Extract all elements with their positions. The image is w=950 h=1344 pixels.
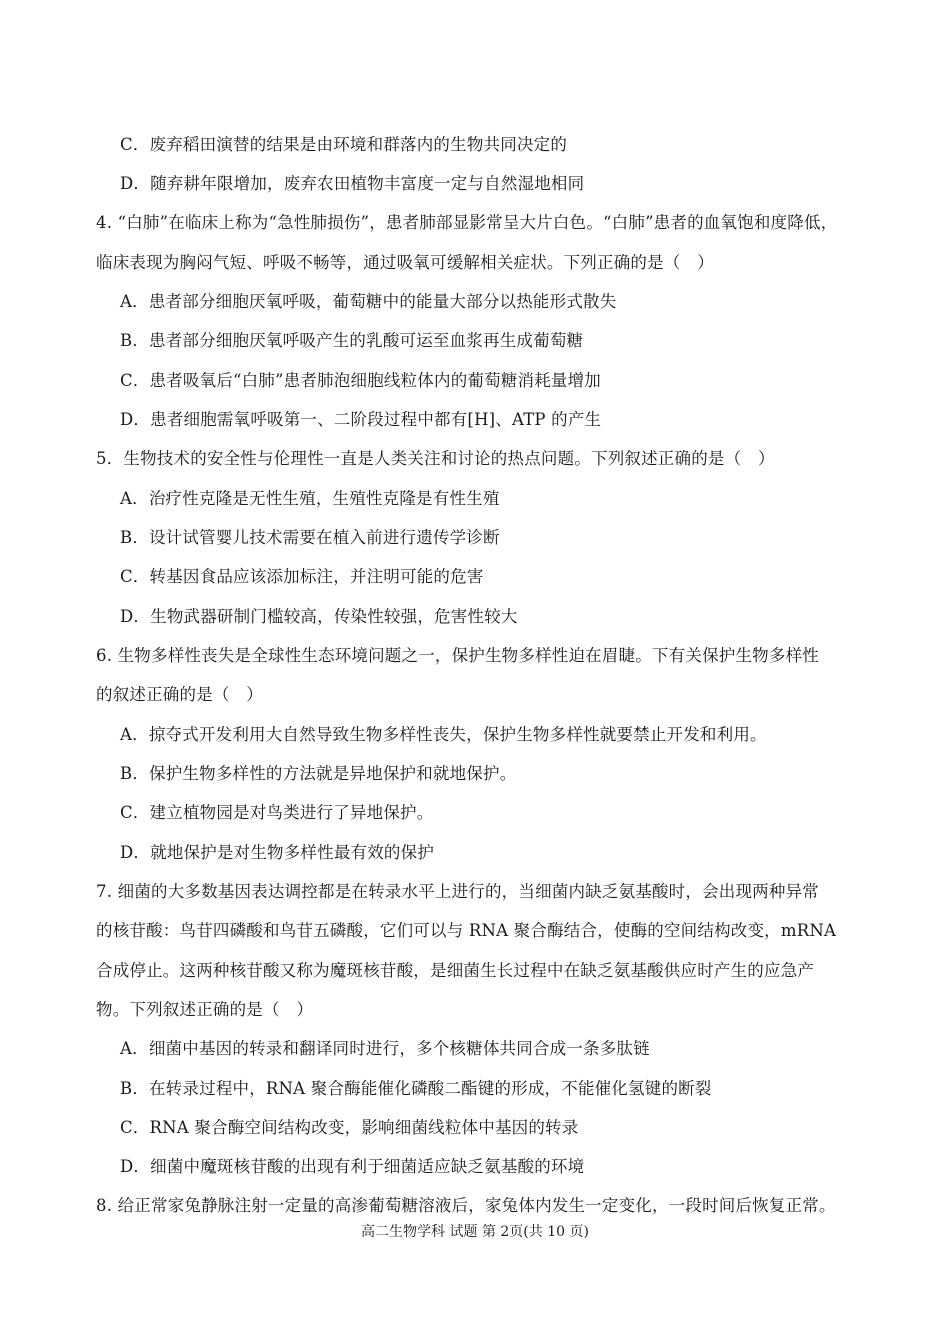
q7-option-d: D．细菌中魔斑核苷酸的出现有利于细菌适应缺乏氨基酸的环境 <box>120 1157 585 1176</box>
q4-option-a: A．患者部分细胞厌氧呼吸，葡萄糖中的能量大部分以热能形式散失 <box>120 292 617 311</box>
q5-option-b: B．设计试管婴儿技术需要在植入前进行遗传学诊断 <box>120 528 500 547</box>
q5-option-d: D．生物武器研制门槛较高，传染性较强，危害性较大 <box>120 607 518 626</box>
q8-stem-line-1: 8. 给正常家兔静脉注射一定量的高渗葡萄糖溶液后，家兔体内发生一定变化，一段时间后恢复正常。 <box>96 1196 836 1215</box>
q5-stem: 5．生物技术的安全性与伦理性一直是人类关注和讨论的热点问题。下列叙述正确的是（ ） <box>96 449 775 468</box>
q6-option-d: D．就地保护是对生物多样性最有效的保护 <box>120 843 435 862</box>
q7-stem-line-3: 合成停止。这两种核苷酸又称为魔斑核苷酸，是细菌生长过程中在缺乏氨基酸供应时产生的应急产 <box>96 961 815 980</box>
q4-option-b: B．患者部分细胞厌氧呼吸产生的乳酸可运至血浆再生成葡萄糖 <box>120 331 584 350</box>
q7-option-c: C．RNA 聚合酶空间结构改变，影响细菌线粒体中基因的转录 <box>120 1118 579 1137</box>
q7-stem-line-4: 物。下列叙述正确的是（ ） <box>96 1000 314 1019</box>
q4-stem-line-2: 临床表现为胸闷气短、呼吸不畅等，通过吸氧可缓解相关症状。下列正确的是（ ） <box>96 253 714 272</box>
q4-stem-line-1: 4. “白肺”在临床上称为“急性肺损伤”，患者肺部显影常呈大片白色。“白肺”患者的血氧饱和度降低， <box>96 213 838 232</box>
q4-option-c: C．患者吸氧后“白肺”患者肺泡细胞线粒体内的葡萄糖消耗量增加 <box>120 371 601 390</box>
q5-option-c: C．转基因食品应该添加标注，并注明可能的危害 <box>120 567 484 586</box>
q6-option-c: C．建立植物园是对鸟类进行了异地保护。 <box>120 803 434 822</box>
q3-option-c: C．废弃稻田演替的结果是由环境和群落内的生物共同决定的 <box>120 135 568 154</box>
q3-option-d: D．随弃耕年限增加，废弃农田植物丰富度一定与自然湿地相同 <box>120 174 585 193</box>
q7-option-b: B．在转录过程中，RNA 聚合酶能催化磷酸二酯键的形成，不能催化氢键的断裂 <box>120 1079 712 1098</box>
q6-option-b: B．保护生物多样性的方法就是异地保护和就地保护。 <box>120 764 517 783</box>
q6-option-a: A．掠夺式开发利用大自然导致生物多样性丧失，保护生物多样性就要禁止开发和利用。 <box>120 725 767 744</box>
q7-option-a: A．细菌中基因的转录和翻译同时进行，多个核糖体共同合成一条多肽链 <box>120 1039 650 1058</box>
q6-stem-line-2: 的叙述正确的是（ ） <box>96 685 263 704</box>
q6-stem-line-1: 6. 生物多样性丧失是全球性生态环境问题之一，保护生物多样性迫在眉睫。下有关保护生物多样性 <box>96 646 819 665</box>
page-footer: 高二生物学科 试题 第 2页(共 10 页) <box>361 1224 589 1240</box>
q5-option-a: A．治疗性克隆是无性生殖，生殖性克隆是有性生殖 <box>120 489 500 508</box>
q7-stem-line-2: 的核苷酸：鸟苷四磷酸和鸟苷五磷酸，它们可以与 RNA 聚合酶结合，使酶的空间结构改变，mRNA <box>96 921 837 940</box>
q4-option-d: D．患者细胞需氧呼吸第一、二阶段过程中都有[H]、ATP 的产生 <box>120 410 602 429</box>
q7-stem-line-1: 7. 细菌的大多数基因表达调控都是在转录水平上进行的，当细菌内缺乏氨基酸时，会出现两种异常 <box>96 882 819 901</box>
